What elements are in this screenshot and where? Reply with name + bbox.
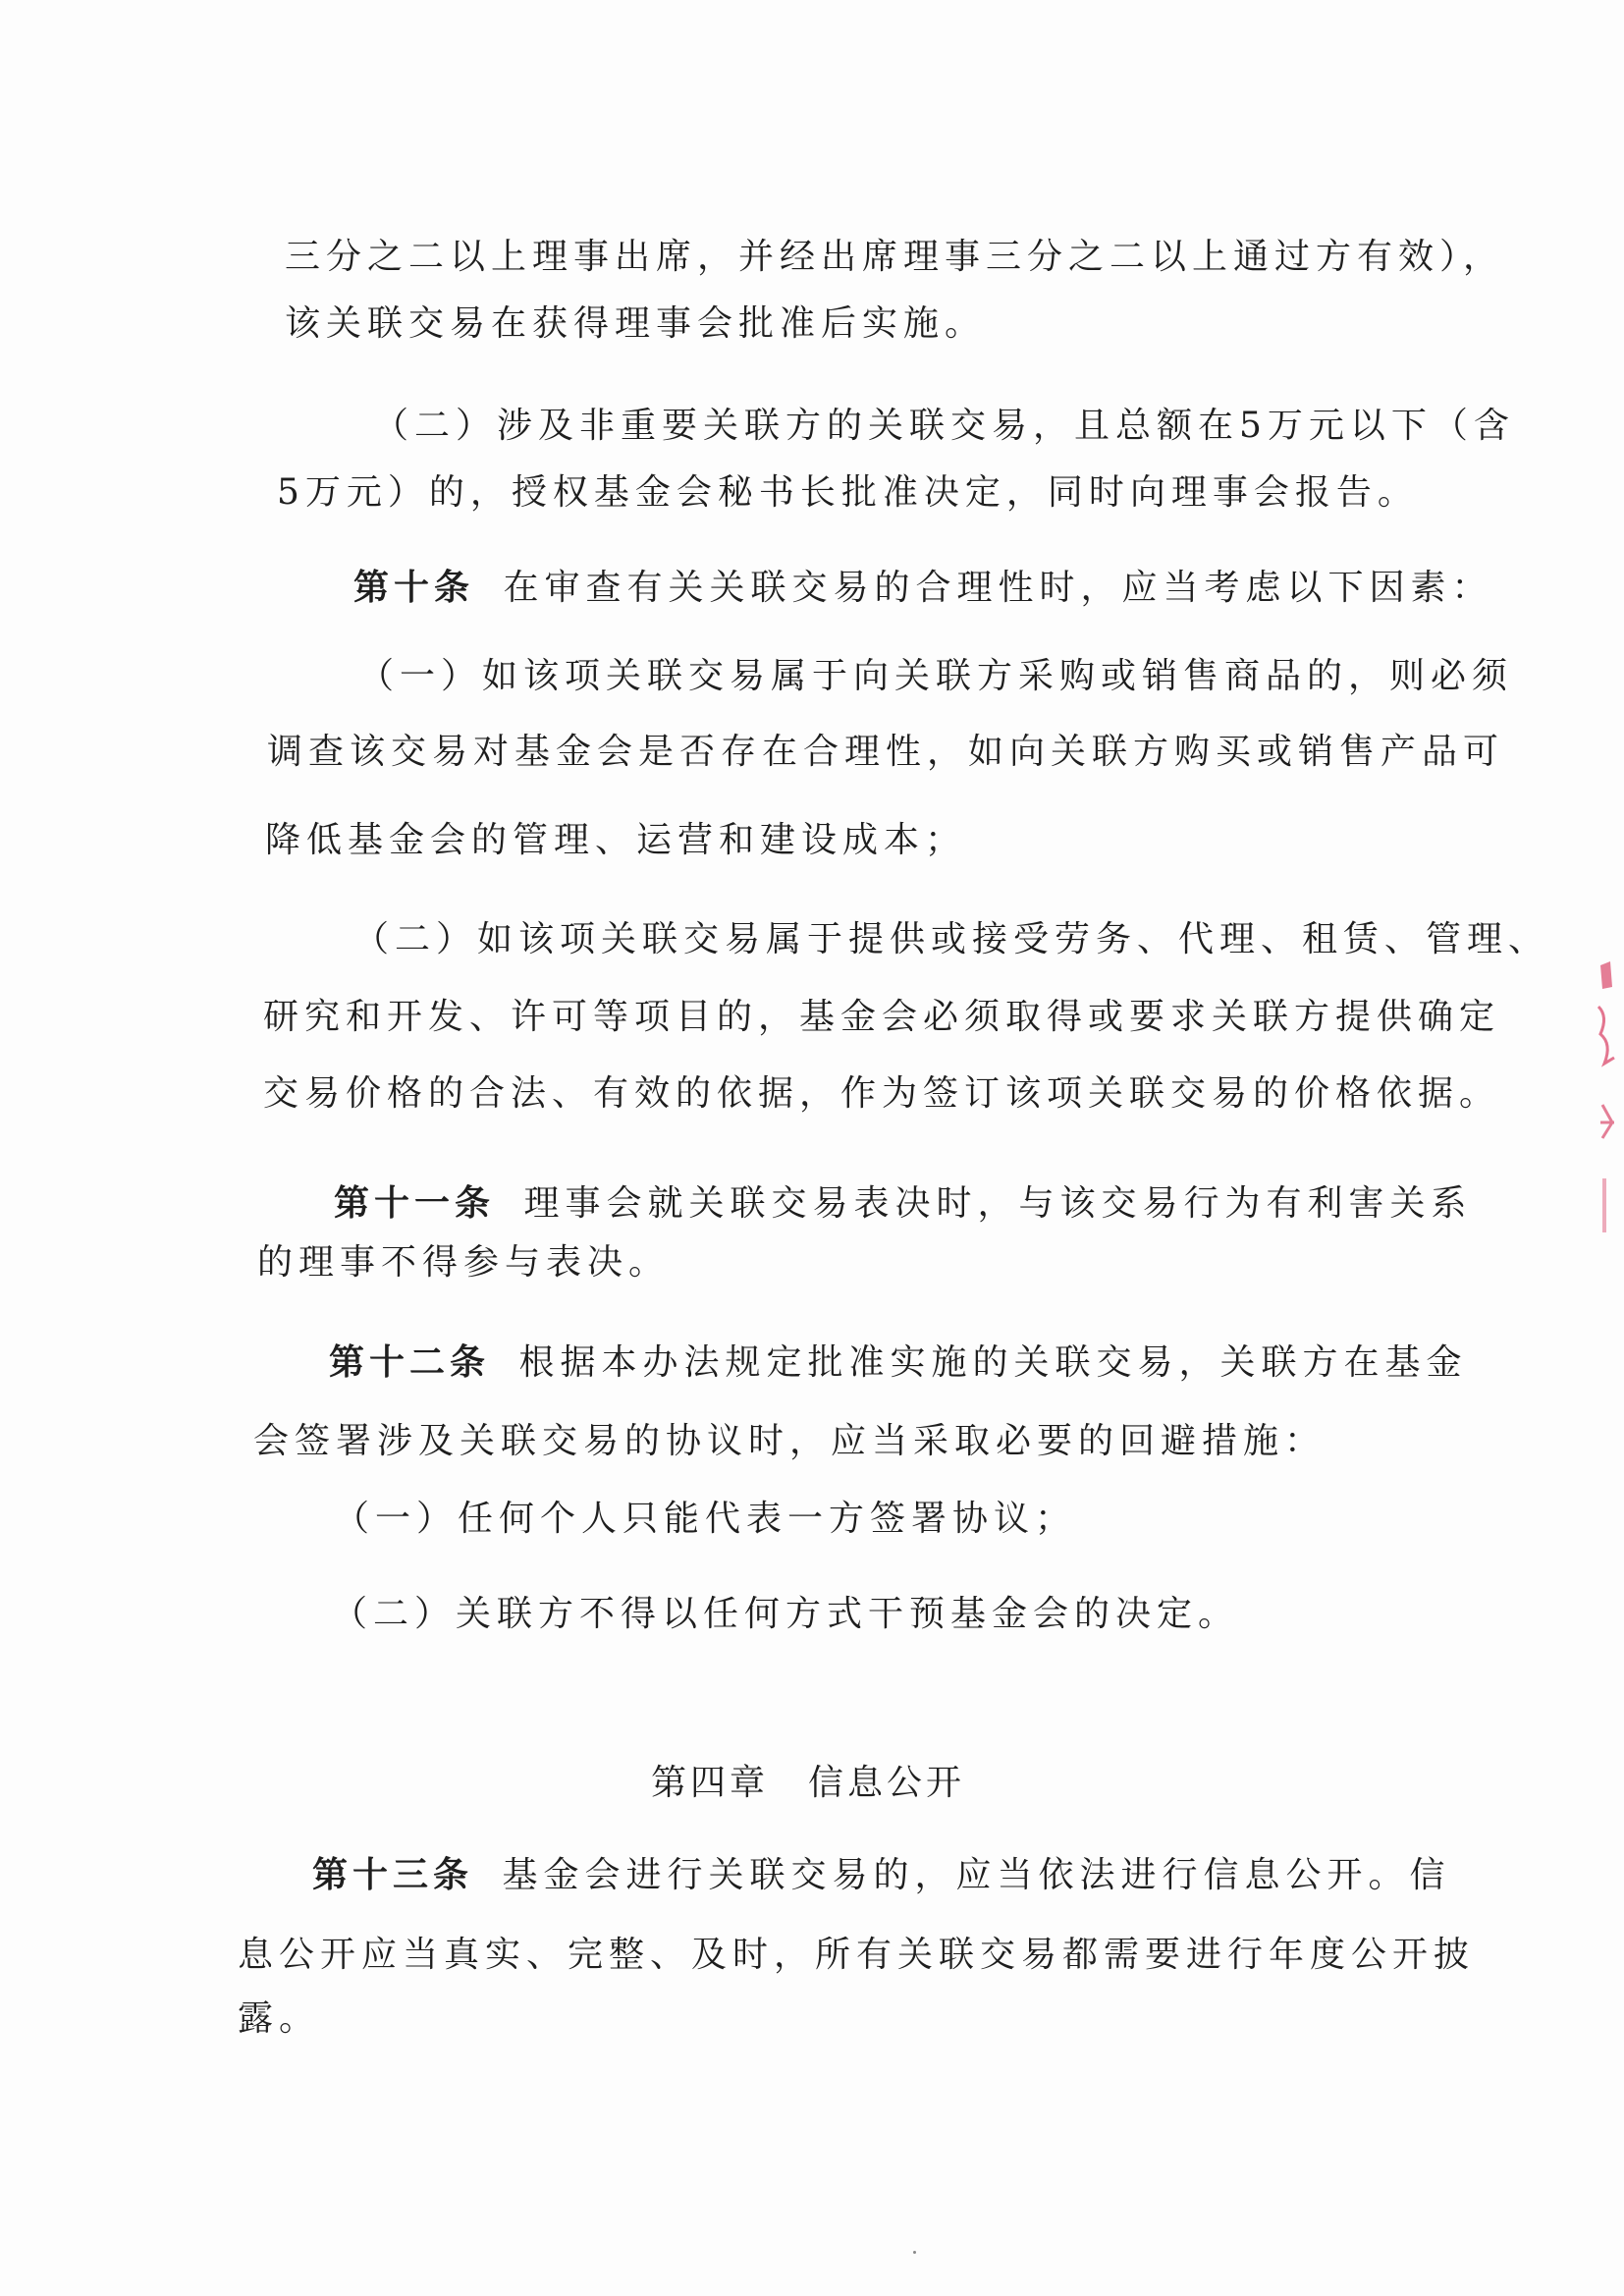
article-label: 第十一条 — [334, 1183, 496, 1224]
text-line — [373, 403, 1515, 450]
text-line — [353, 916, 1549, 963]
text-line — [238, 1995, 320, 2043]
text-line — [334, 1496, 1076, 1543]
scan-speck — [913, 2251, 916, 2254]
line-text: 露。 — [238, 1998, 321, 2039]
text-line — [285, 301, 986, 348]
line-text: （二）涉及非重要关联方的关联交易，且总额在5万元以下（含 — [373, 406, 1515, 446]
line-text: 调查该交易对基金会是否存在合理性，如向关联方购买或销售产品可 — [267, 732, 1505, 772]
line-text: 的理事不得参与表决。 — [257, 1242, 671, 1283]
text-line — [257, 1239, 670, 1286]
line-text: 基金会进行关联交易的，应当依法进行信息公开。信 — [502, 1855, 1451, 1895]
line-text: 理事会就关联交易表决时，与该交易行为有利害关系 — [523, 1183, 1473, 1224]
line-text: 三分之二以上理事出席，并经出席理事三分之二以上通过方有效）， — [285, 237, 1505, 277]
article-line — [334, 1180, 1472, 1228]
line-text: 研究和开发、许可等项目的，基金会必须取得或要求关联方提供确定 — [263, 997, 1501, 1037]
text-line — [277, 469, 1419, 517]
line-text: （二）关联方不得以任何方式干预基金会的决定。 — [332, 1594, 1240, 1634]
line-text: 在审查有关关联交易的合理性时，应当考虑以下因素： — [503, 568, 1493, 608]
line-text: 会签署涉及关联交易的协议时，应当采取必要的回避措施： — [253, 1421, 1326, 1461]
text-line — [263, 1070, 1500, 1118]
article-label: 第十条 — [353, 568, 475, 608]
text-line — [238, 1932, 1475, 1979]
text-line — [265, 817, 966, 864]
line-text: 降低基金会的管理、运营和建设成本； — [265, 820, 967, 860]
article-line — [353, 565, 1492, 612]
line-text: （一）任何个人只能代表一方签署协议； — [334, 1499, 1077, 1539]
line-text: 根据本办法规定批准实施的关联交易，关联方在基金 — [518, 1342, 1468, 1383]
line-text: 该关联交易在获得理事会批准后实施。 — [285, 303, 987, 344]
article-label: 第十二条 — [329, 1342, 491, 1383]
chapter-heading — [651, 1760, 965, 1807]
article-line — [312, 1852, 1450, 1899]
text-line — [358, 653, 1513, 700]
text-line — [267, 729, 1504, 776]
line-text: 息公开应当真实、完整、及时，所有关联交易都需要进行年度公开披 — [238, 1935, 1476, 1975]
line-text: （二）如该项关联交易属于提供或接受劳务、代理、租赁、管理、 — [353, 919, 1550, 959]
text-line — [253, 1418, 1326, 1465]
line-text: 交易价格的合法、有效的依据，作为签订该项关联交易的价格依据。 — [263, 1073, 1501, 1114]
seal-stamp-edge — [1591, 957, 1624, 1252]
article-line — [329, 1339, 1467, 1387]
line-text: 5万元）的，授权基金会秘书长批准决定，同时向理事会报告。 — [277, 472, 1419, 513]
text-line — [263, 994, 1500, 1041]
text-line — [285, 234, 1504, 281]
article-label: 第十三条 — [312, 1855, 474, 1895]
line-text: （一）如该项关联交易属于向关联方采购或销售商品的，则必须 — [358, 656, 1514, 696]
text-line — [332, 1591, 1239, 1638]
chapter-heading-text: 第四章 信息公开 — [651, 1763, 966, 1803]
